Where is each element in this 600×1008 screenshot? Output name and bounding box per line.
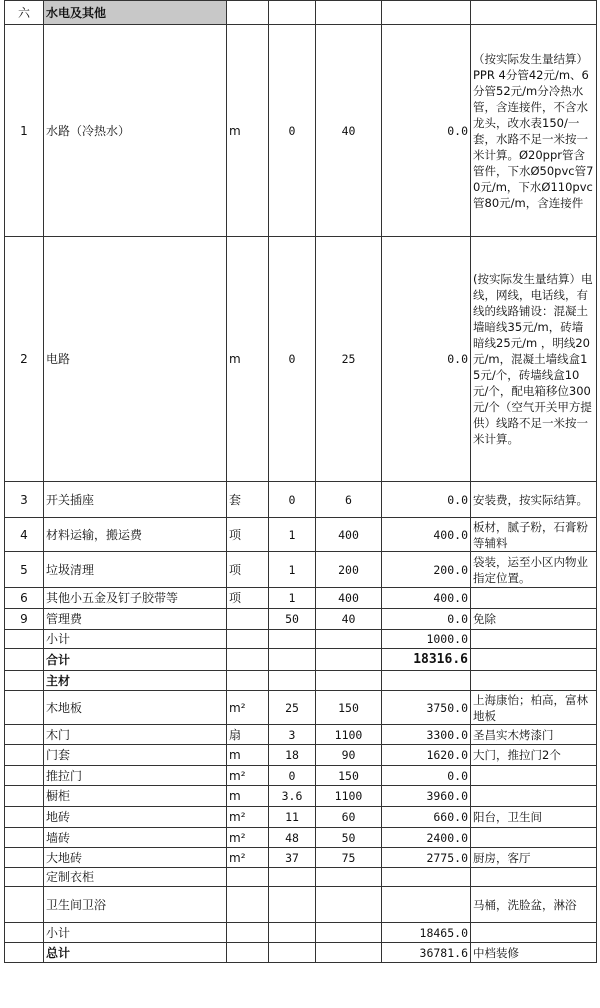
cell-no [5,649,44,671]
cell-no [5,745,44,766]
cell-qty: 3 [269,725,316,745]
cell-price: 150 [316,766,382,786]
cell-unit [227,1,269,25]
cell-amount: 0.0 [382,25,471,237]
cell-qty [269,630,316,649]
table-row [5,25,597,237]
table-row [5,1,597,25]
cell-name: 地砖 [44,807,227,828]
cell-qty: 37 [269,848,316,868]
cell-unit: m² [227,766,269,786]
table-row [5,943,597,963]
cell-name: 卫生间卫浴 [44,887,227,923]
table-row [5,786,597,807]
cell-amount: 2775.0 [382,848,471,868]
cell-no [5,691,44,725]
cell-price: 150 [316,691,382,725]
cell-amount: 400.0 [382,518,471,552]
cell-note [471,786,597,807]
cell-qty [269,868,316,887]
cell-note: 安装费，按实际结算。 [471,482,597,518]
cell-note: 免除 [471,609,597,630]
cell-unit: m [227,786,269,807]
cell-name: 管理费 [44,609,227,630]
quotation-table [4,0,597,963]
table-row [5,725,597,745]
cell-unit [227,868,269,887]
cell-no [5,725,44,745]
cell-name: 垃圾清理 [44,552,227,588]
cell-amount: 1000.0 [382,630,471,649]
cell-amount: 0.0 [382,609,471,630]
cell-no [5,887,44,923]
table-row [5,609,597,630]
cell-amount [382,671,471,691]
table-row [5,766,597,786]
cell-price [316,671,382,691]
cell-qty: 1 [269,552,316,588]
cell-name: 水路（冷热水） [44,25,227,237]
cell-no [5,671,44,691]
cell-note: (按实际发生量结算）电线，网线，电话线，有线的线路铺设：混凝土墙暗线35元/m，砖墙暗线25元/m ，明线20元/m，混凝土墙线盒15元/个，砖墙线盒10元/个，配电箱移位300元/个（空气开关甲方提供）线路不足一米按一米计算。 [471,237,597,482]
cell-unit [227,923,269,943]
table-row [5,552,597,588]
cell-name: 推拉门 [44,766,227,786]
cell-unit: 扇 [227,725,269,745]
table-row [5,630,597,649]
cell-price: 60 [316,807,382,828]
cell-no: 6 [5,588,44,609]
cell-name: 木门 [44,725,227,745]
cell-price: 75 [316,848,382,868]
table-row [5,887,597,923]
cell-no [5,766,44,786]
cell-note [471,828,597,848]
cell-qty [269,923,316,943]
cell-note [471,649,597,671]
cell-note: 厨房，客厅 [471,848,597,868]
cell-note: （按实际发生量结算）PPR 4分管42元/m、6分管52元/m分冷热水管，含连接件，不含水龙头，改水表150/一套，水路不足一米按一米计算。Ø20ppr管含管件，下水Ø50pvc管70元/m，下水Ø110pvc管80元/m，含连接件 [471,25,597,237]
cell-no: 2 [5,237,44,482]
cell-price: 400 [316,518,382,552]
cell-amount [382,868,471,887]
cell-unit: 项 [227,518,269,552]
cell-name: 开关插座 [44,482,227,518]
table-row [5,588,597,609]
cell-note [471,671,597,691]
cell-amount: 18465.0 [382,923,471,943]
cell-unit [227,609,269,630]
cell-note [471,630,597,649]
cell-unit: 项 [227,588,269,609]
cell-name: 木地板 [44,691,227,725]
cell-price: 50 [316,828,382,848]
cell-qty: 0 [269,482,316,518]
cell-price: 1100 [316,786,382,807]
cell-name: 大地砖 [44,848,227,868]
cell-name: 水电及其他 [44,1,227,25]
cell-qty [269,1,316,25]
cell-unit [227,649,269,671]
table-row [5,807,597,828]
cell-note [471,923,597,943]
cell-unit: m [227,237,269,482]
cell-unit [227,630,269,649]
cell-name: 电路 [44,237,227,482]
cell-no [5,923,44,943]
cell-price: 40 [316,609,382,630]
cell-note: 中档装修 [471,943,597,963]
cell-qty [269,887,316,923]
cell-note [471,868,597,887]
cell-no [5,943,44,963]
cell-unit: m [227,25,269,237]
table-row [5,868,597,887]
cell-note: 圣昌实木烤漆门 [471,725,597,745]
cell-unit: 套 [227,482,269,518]
cell-amount: 0.0 [382,766,471,786]
cell-name: 材料运输，搬运费 [44,518,227,552]
cell-price [316,943,382,963]
cell-unit: m [227,745,269,766]
cell-price [316,887,382,923]
cell-qty: 18 [269,745,316,766]
cell-no [5,828,44,848]
cell-amount [382,887,471,923]
cell-unit [227,887,269,923]
cell-note [471,1,597,25]
cell-name: 小计 [44,630,227,649]
cell-price [316,630,382,649]
cell-name: 橱柜 [44,786,227,807]
cell-amount [382,1,471,25]
cell-note: 袋装，运至小区内物业指定位置。 [471,552,597,588]
table-row [5,691,597,725]
cell-name: 合计 [44,649,227,671]
cell-price: 90 [316,745,382,766]
cell-name: 墙砖 [44,828,227,848]
cell-qty [269,671,316,691]
cell-amount: 2400.0 [382,828,471,848]
cell-note [471,766,597,786]
cell-amount: 3750.0 [382,691,471,725]
cell-unit: m² [227,848,269,868]
cell-name: 小计 [44,923,227,943]
cell-qty [269,649,316,671]
cell-price [316,868,382,887]
cell-no: 4 [5,518,44,552]
cell-unit: m² [227,807,269,828]
cell-qty: 1 [269,588,316,609]
cell-name: 定制衣柜 [44,868,227,887]
cell-price [316,923,382,943]
cell-no: 1 [5,25,44,237]
cell-qty: 11 [269,807,316,828]
cell-unit: m² [227,691,269,725]
cell-name: 主材 [44,671,227,691]
cell-qty: 48 [269,828,316,848]
cell-price: 25 [316,237,382,482]
cell-no [5,807,44,828]
cell-qty: 0 [269,766,316,786]
cell-amount: 3300.0 [382,725,471,745]
cell-no: 3 [5,482,44,518]
cell-qty: 25 [269,691,316,725]
cell-note: 上海康怡；柏高，富林地板 [471,691,597,725]
cell-unit: m² [227,828,269,848]
table-row [5,848,597,868]
cell-name: 总计 [44,943,227,963]
table-row [5,745,597,766]
cell-no [5,786,44,807]
cell-qty: 0 [269,237,316,482]
table-row [5,649,597,671]
cell-note: 马桶，洗脸盆，淋浴 [471,887,597,923]
cell-price: 6 [316,482,382,518]
cell-name: 门套 [44,745,227,766]
cell-unit [227,943,269,963]
cell-note [471,588,597,609]
cell-qty: 3.6 [269,786,316,807]
cell-qty: 50 [269,609,316,630]
cell-price: 40 [316,25,382,237]
cell-note: 阳台，卫生间 [471,807,597,828]
table-row [5,923,597,943]
cell-amount: 18316.6 [382,649,471,671]
cell-price: 400 [316,588,382,609]
cell-price: 1100 [316,725,382,745]
table-row [5,518,597,552]
cell-qty [269,943,316,963]
cell-amount: 400.0 [382,588,471,609]
cell-unit: 项 [227,552,269,588]
cell-amount: 200.0 [382,552,471,588]
cell-price [316,1,382,25]
cell-qty: 0 [269,25,316,237]
table-row [5,482,597,518]
cell-amount: 0.0 [382,482,471,518]
cell-amount: 1620.0 [382,745,471,766]
quotation-table-body [5,1,597,963]
table-row [5,671,597,691]
cell-price [316,649,382,671]
cell-amount: 3960.0 [382,786,471,807]
cell-amount: 660.0 [382,807,471,828]
cell-no: 六 [5,1,44,25]
cell-name: 其他小五金及钉子胶带等 [44,588,227,609]
table-row [5,828,597,848]
cell-unit [227,671,269,691]
cell-note: 大门，推拉门2个 [471,745,597,766]
cell-no: 9 [5,609,44,630]
cell-no [5,868,44,887]
table-row [5,237,597,482]
cell-qty: 1 [269,518,316,552]
cell-price: 200 [316,552,382,588]
cell-no [5,848,44,868]
cell-no [5,630,44,649]
cell-no: 5 [5,552,44,588]
cell-amount: 36781.6 [382,943,471,963]
cell-note: 板材，腻子粉，石膏粉等辅料 [471,518,597,552]
cell-amount: 0.0 [382,237,471,482]
